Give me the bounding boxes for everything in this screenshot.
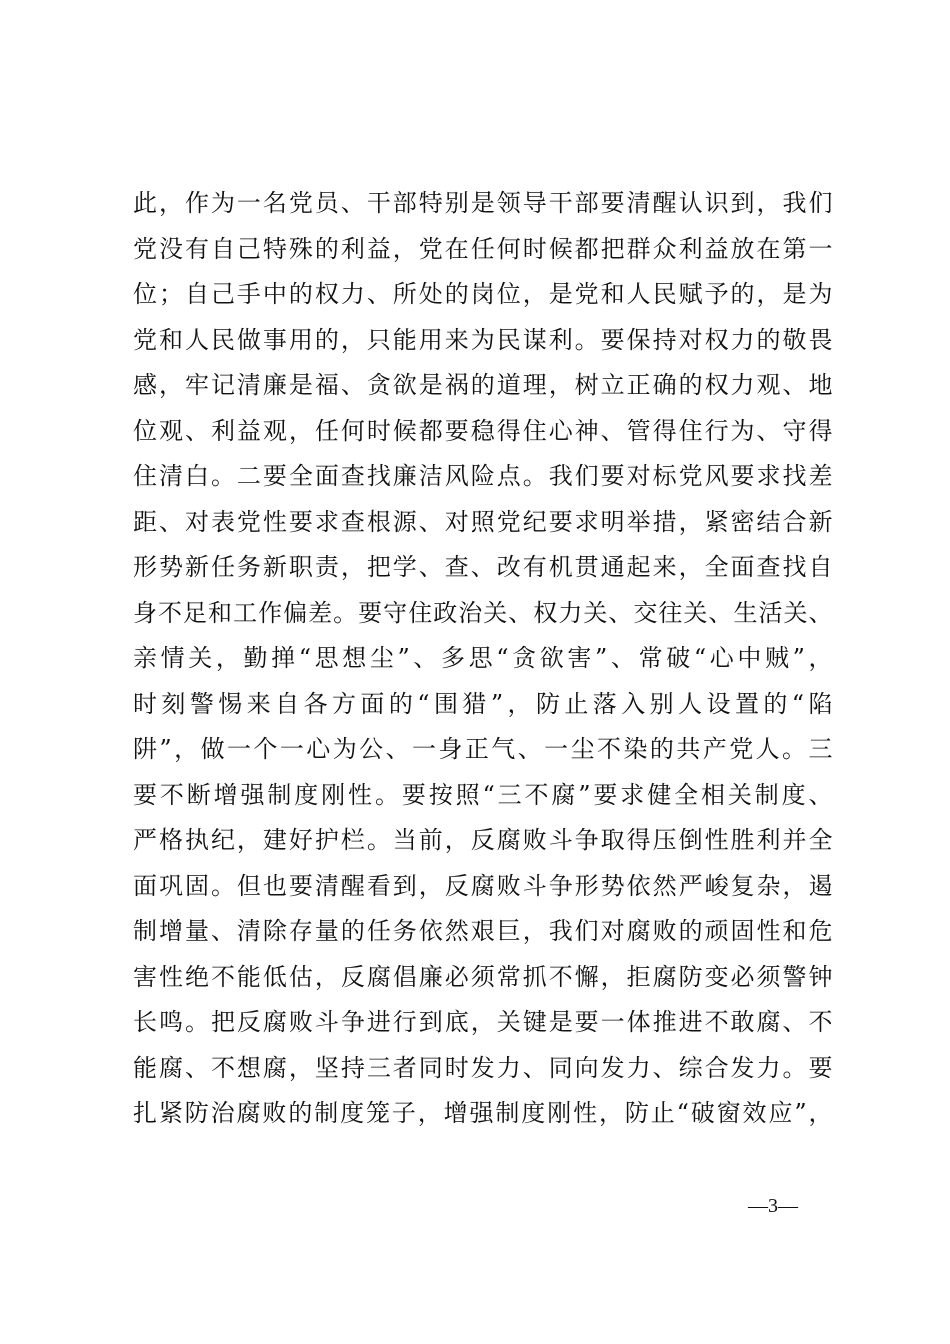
page-number: —3— [748, 1195, 798, 1217]
text-line: 感，牢记清廉是福、贪欲是祸的道理，树立正确的权力观、地 [133, 371, 833, 399]
body-text [133, 181, 833, 1137]
text-line: 时刻警惕来自各方面的“围猎”，防止落入别人设置的“陷 [133, 689, 833, 718]
text-line: 住清白。二要全面查找廉洁风险点。我们要对标党风要求找差 [133, 462, 833, 490]
text-line: 面巩固。但也要清醒看到，反腐败斗争形势依然严峻复杂，遏 [133, 871, 833, 900]
text-line: 形势新任务新职责，把学、查、改有机贯通起来，全面查找自 [133, 553, 833, 581]
text-line: 位；自己手中的权力、所处的岗位，是党和人民赋予的，是为 [133, 280, 833, 308]
text-line: 此，作为一名党员、干部特别是领导干部要清醒认识到，我们 [133, 189, 833, 217]
text-line: 位观、利益观，任何时候都要稳得住心神、管得住行为、守得 [133, 416, 833, 445]
text-line: 身不足和工作偏差。要守住政治关、权力关、交往关、生活关、 [133, 598, 833, 627]
text-line: 制增量、清除存量的任务依然艰巨，我们对腐败的顽固性和危 [133, 917, 833, 945]
text-line: 党没有自己特殊的利益，党在任何时候都把群众利益放在第一 [133, 234, 833, 263]
text-line: 害性绝不能低估，反腐倡廉必须常抓不懈，拒腐防变必须警钟 [133, 962, 833, 991]
text-line: 扎紧防治腐败的制度笼子，增强制度刚性，防止“破窗效应”， [133, 1099, 833, 1127]
text-line: 要不断增强制度刚性。要按照“三不腐”要求健全相关制度、 [133, 780, 833, 809]
text-line: 严格执纪，建好护栏。当前，反腐败斗争取得压倒性胜利并全 [133, 826, 833, 854]
text-line: 能腐、不想腐，坚持三者同时发力、同向发力、综合发力。要 [133, 1053, 833, 1082]
text-line: 党和人民做事用的，只能用来为民谋利。要保持对权力的敬畏 [133, 325, 833, 354]
text-line: 距、对表党性要求查根源、对照党纪要求明举措，紧密结合新 [133, 507, 833, 536]
text-line: 亲情关，勤掸“思想尘”、多思“贪欲害”、常破“心中贼”， [133, 644, 833, 672]
text-line: 阱”，做一个一心为公、一身正气、一尘不染的共产党人。三 [133, 735, 833, 763]
text-line: 长鸣。把反腐败斗争进行到底，关键是要一体推进不敢腐、不 [133, 1008, 833, 1036]
